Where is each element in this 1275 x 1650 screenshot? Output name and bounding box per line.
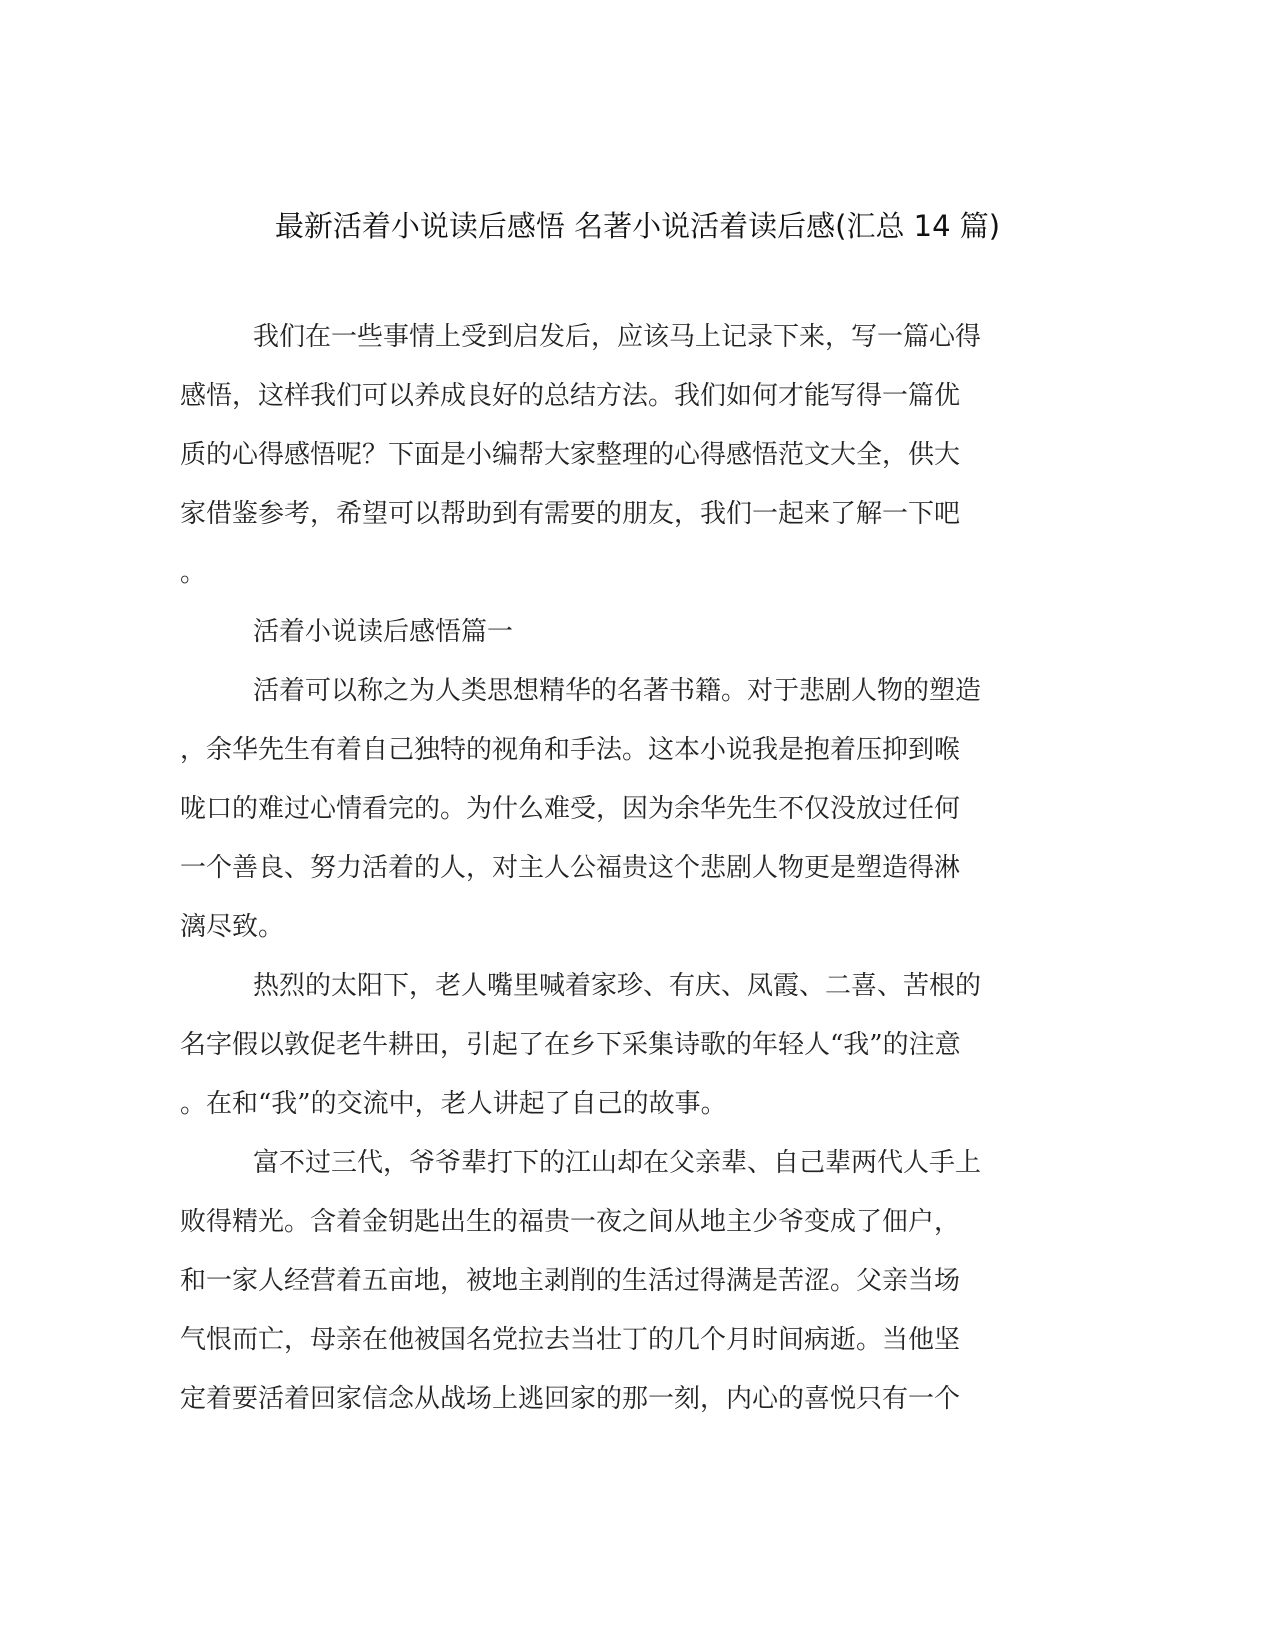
text-line: 家借鉴参考，希望可以帮助到有需要的朋友，我们一起来了解一下吧 (180, 499, 961, 529)
text-line: 一个善良、努力活着的人，对主人公福贵这个悲剧人物更是塑造得淋 (180, 853, 961, 883)
text-line: 。 (180, 558, 207, 588)
text-line: 热烈的太阳下，老人嘴里喊着家珍、有庆、凤霞、二喜、苦根的 (253, 971, 982, 1001)
text-line: ，余华先生有着自己独特的视角和手法。这本小说我是抱着压抑到喉 (180, 735, 961, 765)
text-line: 富不过三代，爷爷辈打下的江山却在父亲辈、自己辈两代人手上 (253, 1148, 982, 1178)
text-line: 气恨而亡，母亲在他被国名党拉去当壮丁的几个月时间病逝。当他坚 (180, 1325, 961, 1355)
text-line: 。在和“我”的交流中，老人讲起了自己的故事。 (180, 1089, 727, 1119)
text-line: 我们在一些事情上受到启发后，应该马上记录下来，写一篇心得 (253, 322, 982, 352)
text-line: 质的心得感悟呢？下面是小编帮大家整理的心得感悟范文大全，供大 (180, 440, 961, 470)
text-line: 名字假以敦促老牛耕田，引起了在乡下采集诗歌的年轻人“我”的注意 (180, 1030, 961, 1060)
text-line: 活着可以称之为人类思想精华的名著书籍。对于悲剧人物的塑造 (253, 676, 982, 706)
text-line: 咙口的难过心情看完的。为什么难受，因为余华先生不仅没放过任何 (180, 794, 961, 824)
text-line: 漓尽致。 (180, 912, 285, 942)
document-title: 最新活着小说读后感悟 名著小说活着读后感(汇总 14 篇) (274, 209, 1001, 243)
text-line: 定着要活着回家信念从战场上逃回家的那一刻，内心的喜悦只有一个 (180, 1384, 961, 1414)
text-line: 和一家人经营着五亩地，被地主剥削的生活过得满是苦涩。父亲当场 (180, 1266, 961, 1296)
section-heading: 活着小说读后感悟篇一 (253, 617, 514, 647)
text-line: 感悟，这样我们可以养成良好的总结方法。我们如何才能写得一篇优 (180, 381, 961, 411)
text-line: 败得精光。含着金钥匙出生的福贵一夜之间从地主少爷变成了佃户， (180, 1207, 961, 1237)
